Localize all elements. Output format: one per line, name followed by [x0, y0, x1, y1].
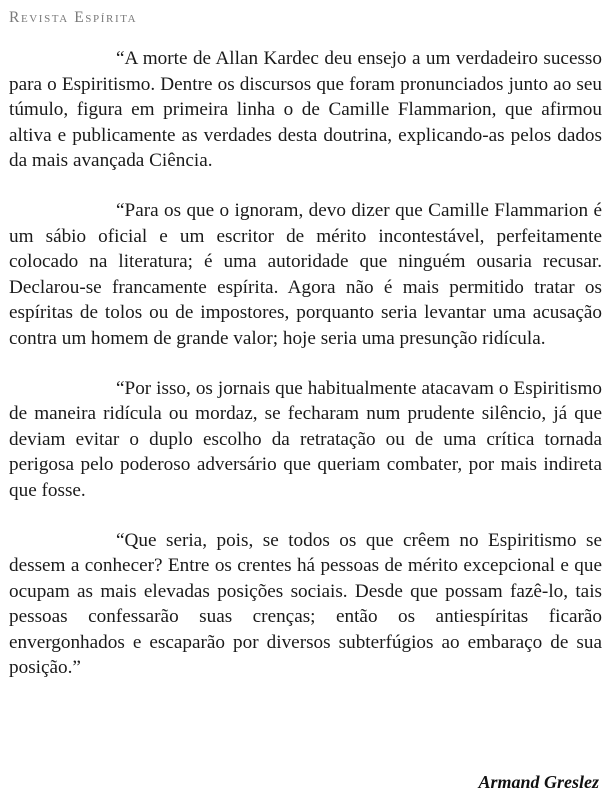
running-header: Revista Espírita	[9, 9, 138, 26]
paragraph-1: “A morte de Allan Kardec deu ensejo a um verdadeiro sucesso para o Espiritismo. Dentre os discursos que foram pronunciados junto ao seu túmulo, figura em primeira linha o de Camille Flammarion, que afirmou altiva e publicamente as verdades desta doutrina, explicando-as pelos dados da mais avançada Ciência.	[9, 48, 602, 172]
paragraph-4: “Que seria, pois, se todos os que crêem no Espiritismo se dessem a conhecer? Entre os crentes há pessoas de mérito excepcional e que ocupam as mais elevadas posições sociais. Desde que possam fazê-lo, tais pessoas confessarão suas crenças; então os antiespíritas ficarão envergonhados e escaparão por diversos subterfúgios ao embaraço de sua posição.”	[9, 529, 602, 679]
paragraph-3: “Por isso, os jornais que habitualmente atacavam o Espiritismo de maneira ridícula ou mordaz, se fecharam num prudente silêncio, já que deviam evitar o duplo escolho da retratação ou de uma crítica tornada perigosa pelo poderoso adversário que queriam combater, por mais indireta que fosse.	[9, 377, 602, 501]
author-signature: Armand Greslez	[478, 772, 599, 792]
paragraph-2: “Para os que o ignoram, devo dizer que Camille Flammarion é um sábio oficial e um escritor de mérito incontestável, perfeitamente colocado na literatura; é uma autoridade que ninguém ousaria recusar. Declarou-se francamente espírita. Agora não é mais permitido tratar os espíritas de tolos ou de impostores, porquanto seria levantar uma acusação contra um homem de grande valor; hoje seria uma presunção ridícula.	[9, 199, 602, 349]
